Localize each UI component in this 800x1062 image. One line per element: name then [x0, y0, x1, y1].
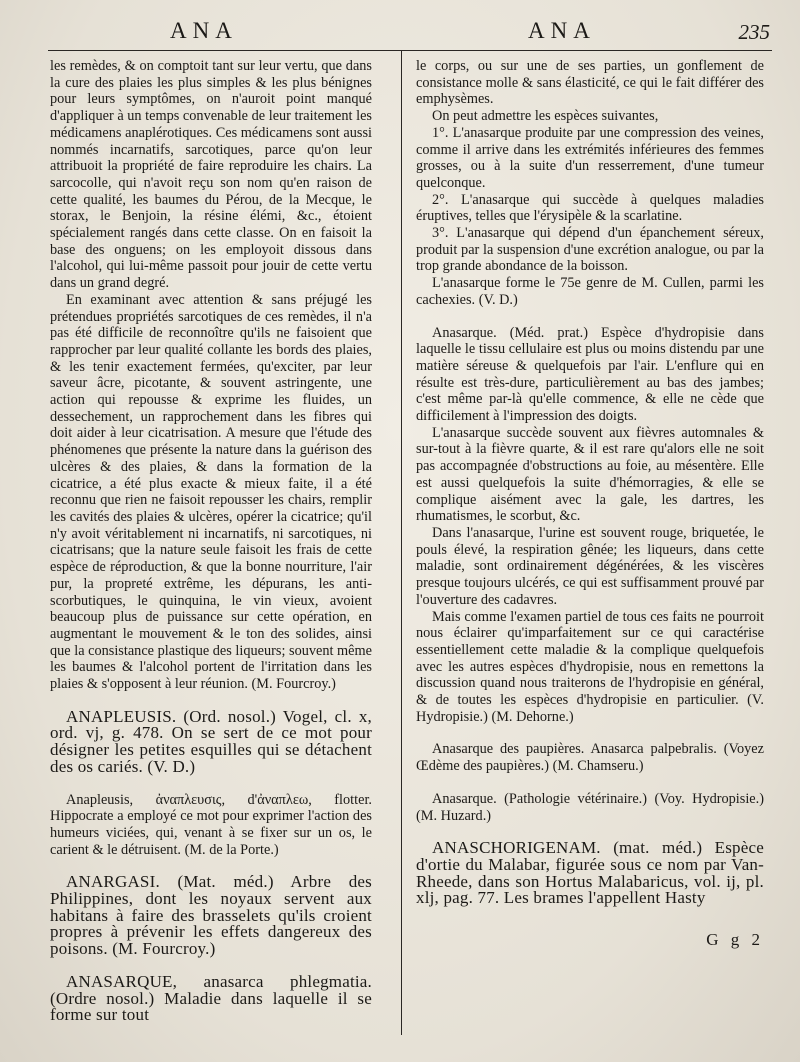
paragraph: les remèdes, & on comptoit tant sur leur vertu, que dans la cure des plaies les plus simples & les plus bénignes pour leurs symptômes, on n'auroit point manqué d'appliquer à un temps convenable de leur traitement les médicamens anaplérotiques. Ces médicamens sont aussi nommés incarnatifs, sarcotiques, parce qu'on leur attribuoit la propriété de faire reproduire les chairs. La sarcocolle, qui n'avoit reçu son nom qu'en raison de cette qualité, les baumes du Pérou, de la Mecque, le storax, le Benjoin, la résine élémi, &c., étoient spécialement rangés dans cette classe. On en faisoit la base des onguens; on les employoit dissous dans l'alcohol, qui lui-même passoit pour jouir de cette vertu dans un grand degré.: [50, 58, 372, 292]
paragraph: le corps, ou sur une de ses parties, un gonflement de consistance molle & sans élasticité, ce qui le fait différer des emphysèmes.: [416, 58, 764, 108]
entry-anargasi: ANARGASI. (Mat. méd.) Arbre des Philippines, dont les noyaux servent aux habitans à faire des brasselets qu'ils croient propres à prévenir les effets dangereux des poisons. (M. Fourcroy.): [50, 872, 372, 959]
entry-anasarque: ANASARQUE, anasarca phlegmatia. (Ordre nosol.) Maladie dans laquelle il se forme sur tout: [50, 971, 372, 1025]
left-column: [50, 58, 372, 1024]
right-column: [416, 58, 764, 950]
paragraph: On peut admettre les espèces suivantes,: [432, 108, 659, 125]
running-head-right: ANA: [528, 18, 596, 43]
running-head-left: ANA: [170, 18, 238, 43]
paragraph: En examinant avec attention & sans préjugé les prétendues propriétés sarcotiques de ces remèdes, il n'a pas été difficile de reconnoître qu'ils ne faisoient que rapprocher par leur qualité collante les bords des plaies, & les tenir exactement fermées, qu'exciter, par leur saveur âcre, picotante, & souvent astringente, une action qui repousse & exprime les fluides, un dessechement, un rapprochement dans les fibres qui doit aider à leur cicatrisation. A mesure que l'étude des phénomenes que présente la nature dans la guérison des ulcères & des plaies, & dans la formation de la cicatrice, a été plus exacte & mieux faite, il a été reconnu que rien ne faisoit repousser les chairs, remplir les cavités des plaies & ulcères, opérer la cicatrice; qu'il n'y avoit véritablement ni incarnatifs, ni sarcotiques, ni cicatrisans; que la nature seule faisoit les frais de cette espèce de réproduction, & que la bonne nourriture, l'air pur, la propreté extrême, les dépurans, les anti-scorbutiques, le quinquina, le vin vieux, avoient beaucoup plus de puissance sur cette opération, en augmentant le mouvement & le ton des solides, ainsi que la consistance plastique des liqueurs; souvent même les baumes & l'alcohol portent de l'irritation dans les plaies & s'opposent à leur réunion. (M. Fourcroy.): [50, 291, 372, 693]
entry-anasarque-veterinaire: Anasarque. (Pathologie vétérinaire.) (Voy. Hydropisie.) (M. Huzard.): [416, 790, 764, 824]
entry-anasarque-paupieres: Anasarque des paupières. Anasarca palpebralis. (Voyez Œdème des paupières.) (M. Chamseru.): [416, 741, 764, 775]
page-number: 235: [738, 20, 770, 44]
header-rule: [48, 50, 772, 51]
column-divider: [401, 50, 402, 1035]
paragraph: L'anasarque forme le 75e genre de M. Cullen, parmi les cachexies. (V. D.): [416, 275, 764, 308]
paragraph: 3°. L'anasarque qui dépend d'un épanchement séreux, produit par la suspension d'une excrétion analogue, ou par la trop grande abondance de la boisson.: [416, 225, 764, 275]
paragraph: 2°. L'anasarque qui succède à quelques maladies éruptives, telles que l'érysipèle & la scarlatine.: [416, 191, 764, 225]
entry-anasarque-med-prat: Anasarque. (Méd. prat.) Espèce d'hydropisie dans laquelle le tissu cellulaire est plus ou moins distendu par une matière séreuse & quelquefois par l'air. L'enflure qui en résulte est très-dure, particulièrement au bas des jambes; c'est même par-là qu'elle commence, & elle ne cède que difficilement à l'impression des doigts.: [416, 324, 764, 425]
entry-anapleusis-etymology: Anapleusis, ἀναπλευσις, d'ἀναπλεω, flotter. Hippocrate a employé ce mot pour exprimer l'action des humeurs viciées, qui, venant à se fixer sur un os, le carient & le détruisent. (M. de la Porte.): [50, 791, 372, 858]
paragraph: L'anasarque succède souvent aux fièvres automnales & sur-tout à la fièvre quarte, & il est rare qu'alors elle ne soit pas accompagnée d'obstructions au foie, au mésentère. Elle est aussi quelquefois la suite d'hémorragies, & elle se complique aisément avec la gale, les dartres, les rhumatismes, le scorbut, &c.: [416, 424, 764, 525]
paragraph: Mais comme l'examen partiel de tous ces faits ne pourroit nous éclairer qu'imparfaitement sur ce qui caractérise essentiellement cette maladie & la complique quelquefois avec les autres espèces d'hydropisie, nous en remettons la discussion quand nous traiterons de l'hydropisie en général, & de toutes les espèces d'hydropisie en particulier. (V. Hydropisie.) (M. Dehorne.): [416, 608, 764, 725]
paragraph: Dans l'anasarque, l'urine est souvent rouge, briquetée, le pouls élevé, la respiration gênée; les liqueurs, dans cette maladie, sont ordinairement dégénérées, & les viscères presque toujours ulcérés, ce qui est suffisamment prouvé par l'ouverture des cadavres.: [416, 524, 764, 608]
entry-anapleusis: ANAPLEUSIS. (Ord. nosol.) Vogel, cl. x, ord. vj, g. 478. On se sert de ce mot pour désigner les petites esquilles qui se détachent des os cariés. (V. D.): [50, 706, 372, 776]
entry-anaschorigenam: ANASCHORIGENAM. (mat. méd.) Espèce d'ortie du Malabar, figurée sous ce nom par Van-Rheede, dans son Hortus Malabaricus, vol. ij, pl. xlj, pag. 77. Les brames l'appellent Hasty: [416, 838, 764, 908]
paragraph: 1°. L'anasarque produite par une compression des veines, comme il arrive dans les extrémités inférieures des femmes grosses, ou à la suite d'un resserrement, d'une tumeur quelconque.: [416, 124, 764, 191]
catchword: G g 2: [706, 930, 764, 950]
